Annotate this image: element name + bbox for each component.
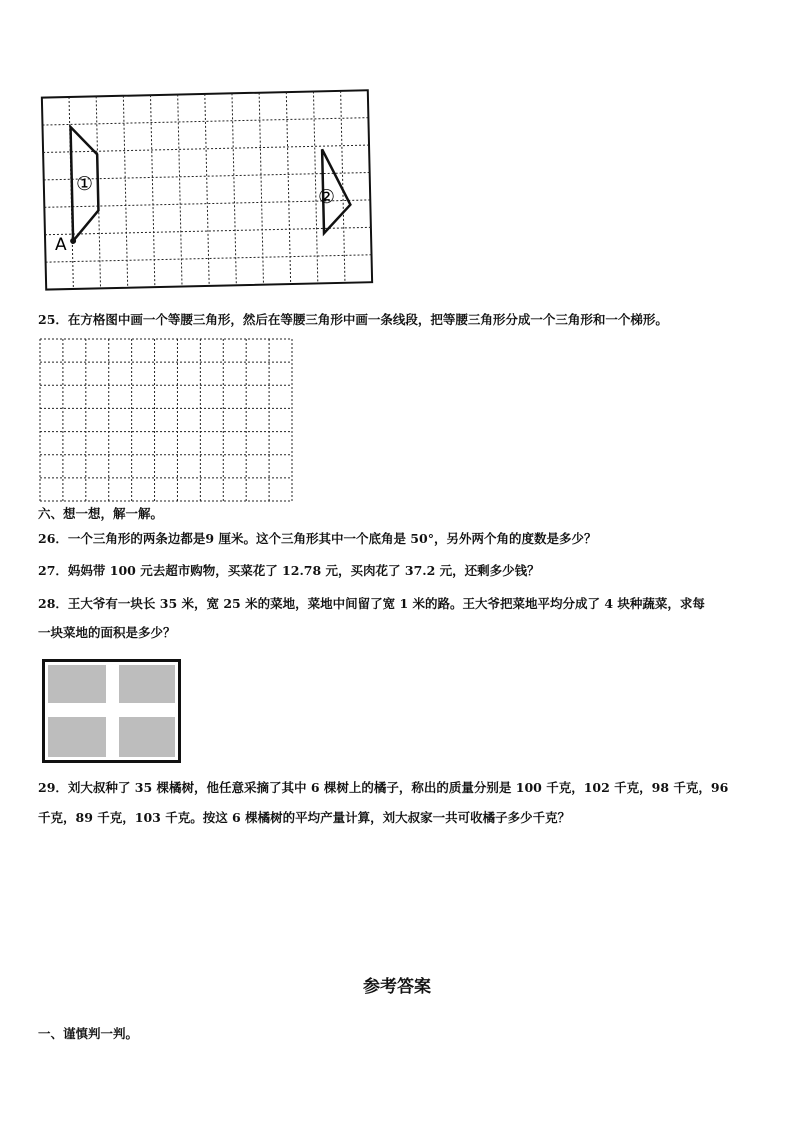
question-28-line-2: 一块菜地的面积是多少？ xyxy=(38,625,176,640)
translation-grid-figure xyxy=(38,82,378,300)
drawing-grid[interactable] xyxy=(38,337,294,503)
question-27: 27．妈妈带 100 元去超市购物，买菜花了 12.78 元，买肉花了 37.2 元，还剩多少钱？ xyxy=(38,563,540,578)
point-a-label: A xyxy=(55,235,67,255)
grid-line-v xyxy=(123,96,127,288)
grid-dotted-lines xyxy=(40,339,292,501)
garden-diagram xyxy=(42,659,181,763)
shape-1-label: ① xyxy=(76,173,94,195)
grid-line-v xyxy=(178,95,182,287)
garden-plot-top-right xyxy=(119,665,175,703)
grid-line-v xyxy=(259,93,263,285)
grid-line-v xyxy=(232,93,236,285)
garden-plot-top-left xyxy=(48,665,106,703)
garden-plot-bottom-left xyxy=(48,717,106,757)
section-6-heading: 六、想一想，解一解。 xyxy=(38,506,164,521)
answers-title: 参考答案 xyxy=(363,977,431,997)
question-28-line-1: 28．王大爷有一块长 35 米，宽 25 米的菜地，菜地中间留了宽 1 米的路。王大爷把菜地平均分成了 4 块种蔬菜，求每 xyxy=(38,596,705,611)
question-29-line-1: 29．刘大叔种了 35 棵橘树，他任意采摘了其中 6 棵树上的橘子，称出的质量分别是 100 千克，102 千克，98 千克，96 xyxy=(38,780,729,795)
shape-2-label: ② xyxy=(318,186,336,208)
grid-line-v xyxy=(151,95,155,287)
question-25: 25．在方格图中画一个等腰三角形，然后在等腰三角形中画一条线段，把等腰三角形分成一个三角形和一个梯形。 xyxy=(38,312,668,327)
grid-line-v xyxy=(286,92,290,284)
question-29-line-2: 千克，89 千克，103 千克。按这 6 棵橘树的平均产量计算，刘大叔家一共可收橘子多少千克？ xyxy=(38,810,571,825)
grid-line-v xyxy=(205,94,209,286)
question-26: 26．一个三角形的两条边都是9 厘米。这个三角形其中一个底角是 50°，另外两个角的度数是多少？ xyxy=(38,531,597,546)
garden-plot-bottom-right xyxy=(119,717,175,757)
answers-section-1: 一、谨慎判一判。 xyxy=(38,1026,139,1041)
